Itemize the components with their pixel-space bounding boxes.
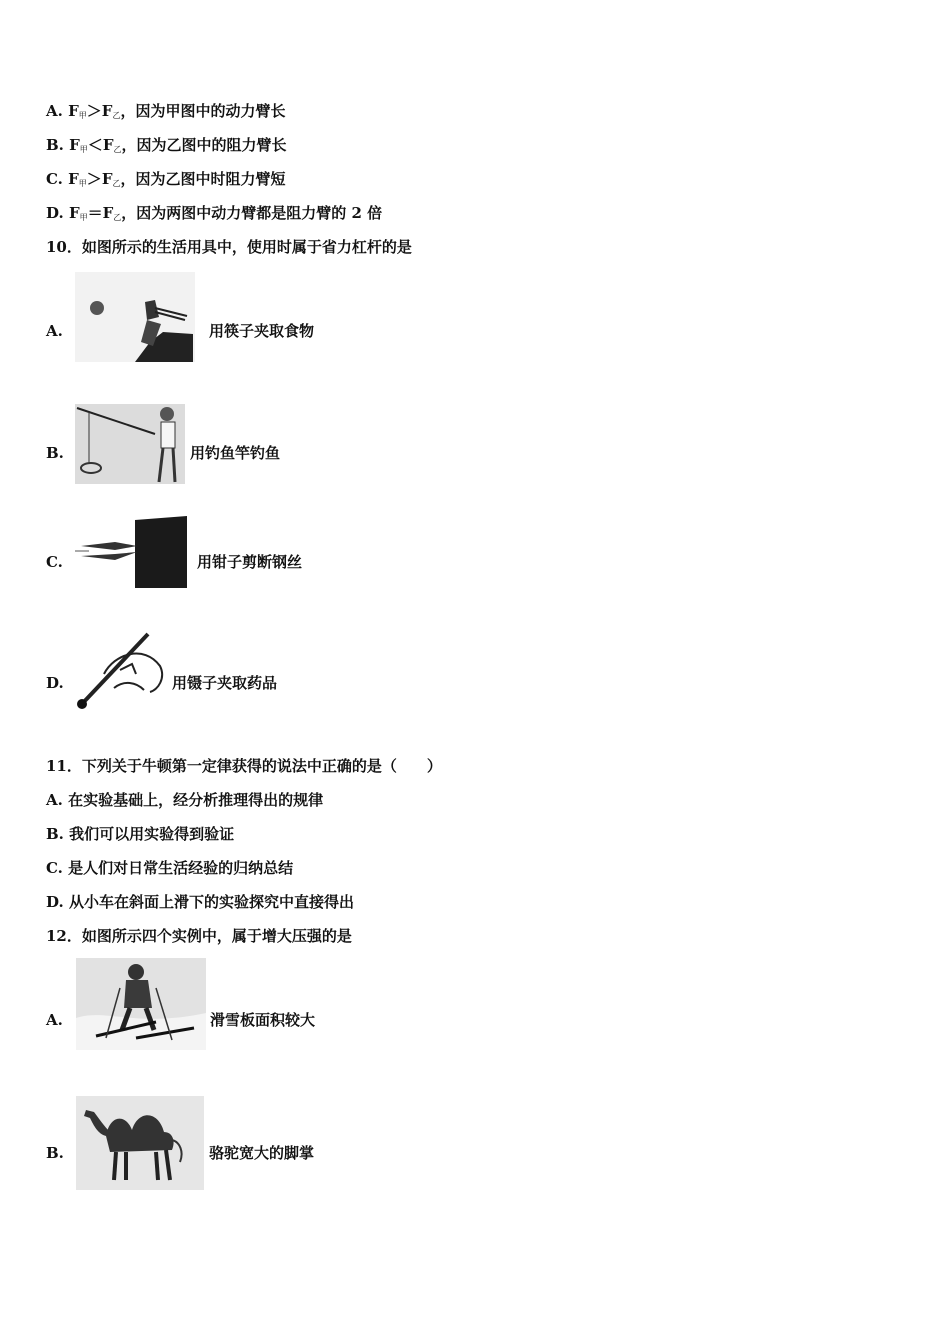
chopsticks-picture-icon — [75, 272, 195, 362]
q9-option-a: A. $F_甲>F_乙$，因为甲图中的动力臂长 — [46, 102, 286, 120]
q12-option-a-label: A. — [46, 1011, 63, 1029]
q10-option-c-label: C. — [46, 553, 63, 571]
q9-option-b: B. $F_甲<F_乙$，因为乙图中的阻力臂长 — [46, 136, 287, 154]
q10-option-a-label: A. — [46, 322, 63, 340]
q10-option-b-caption: 用钓鱼竿钓鱼 — [190, 444, 281, 462]
q10-option-a-caption: 用筷子夹取食物 — [209, 322, 315, 340]
q11-option-c: C. 是人们对日常生活经验的归纳总结 — [46, 859, 294, 877]
q9-option-d: D. $F_甲=F_乙$，因为两图中动力臂都是阻力臂的 2 倍 — [46, 204, 383, 222]
q11-option-b: B. 我们可以用实验得到验证 — [46, 825, 235, 843]
q10-option-d-caption: 用镊子夹取药品 — [172, 674, 278, 692]
q10-stem: 10．如图所示的生活用具中，使用时属于省力杠杆的是 — [46, 238, 412, 256]
q12-option-a-caption: 滑雪板面积较大 — [210, 1011, 316, 1029]
q12-stem: 12．如图所示四个实例中，属于增大压强的是 — [46, 927, 352, 945]
q10-option-b-label: B. — [46, 444, 64, 462]
fishing-rod-picture-icon — [75, 404, 185, 484]
q9-option-c: C. $F_甲>F_乙$，因为乙图中时阻力臂短 — [46, 170, 286, 188]
q11-option-a: A. 在实验基础上，经分析推理得出的规律 — [46, 791, 324, 809]
tweezers-picture-icon — [74, 630, 168, 714]
q10-option-c-caption: 用钳子剪断钢丝 — [197, 553, 303, 571]
q12-option-b-label: B. — [46, 1144, 64, 1162]
q12-option-b-caption: 骆驼宽大的脚掌 — [209, 1144, 315, 1162]
q10-option-d-label: D. — [46, 674, 64, 692]
camel-picture-icon — [76, 1096, 204, 1190]
pliers-picture-icon — [75, 516, 187, 588]
q11-option-d: D. 从小车在斜面上滑下的实验探究中直接得出 — [46, 893, 354, 911]
q11-stem: 11．下列关于牛顿第一定律获得的说法中正确的是（ ） — [46, 757, 442, 775]
skier-picture-icon — [76, 958, 206, 1050]
